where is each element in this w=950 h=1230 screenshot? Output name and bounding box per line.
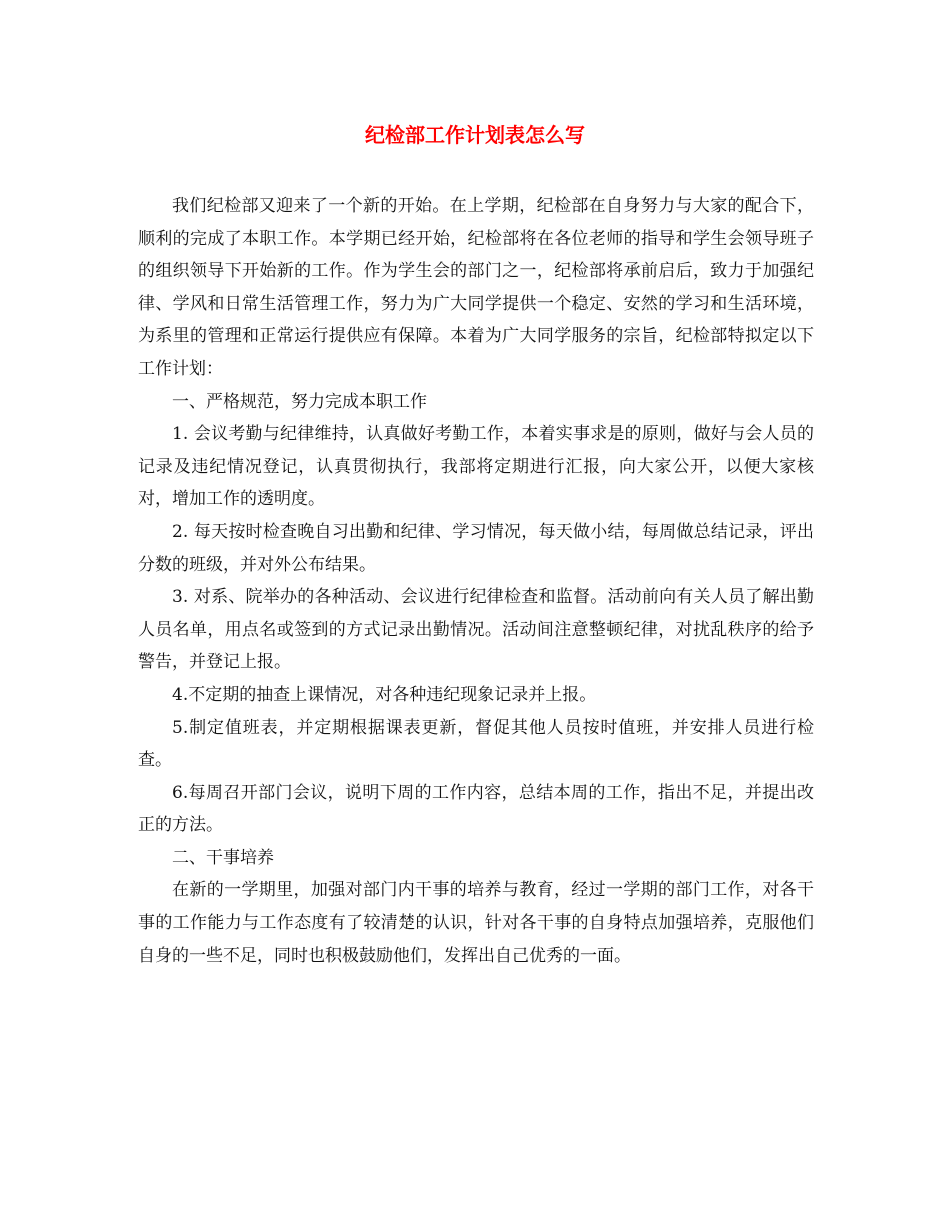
section-heading-1: 一、严格规范，努力完成本职工作 bbox=[172, 391, 427, 412]
list-item-5: 5.制定值班表，并定期根据课表更新，督促其他人员按时值班，并安排人员进行检查。 bbox=[138, 717, 814, 771]
section-heading-2: 二、干事培养 bbox=[172, 847, 274, 868]
paragraph-training: 在新的一学期里，加强对部门内干事的培养与教育，经过一学期的部门工作，对各干事的工作能力与工作态度有了较清楚的认识，针对各干事的自身特点加强培养，克服他们自身的一些不足，同时也积极鼓励他们，发挥出自己优秀的一面。 bbox=[138, 880, 814, 966]
list-item-3: 3. 对系、院举办的各种活动、会议进行纪律检查和监督。活动前向有关人员了解出勤人员名单，用点名或签到的方式记录出勤情况。活动间注意整顿纪律，对扰乱秩序的给予警告，并登记上报。 bbox=[138, 587, 814, 673]
document-title: 纪检部工作计划表怎么写 bbox=[365, 123, 585, 147]
list-item-1: 1. 会议考勤与纪律维持，认真做好考勤工作，本着实事求是的原则，做好与会人员的记录及违纪情况登记，认真贯彻执行，我部将定期进行汇报，向大家公开，以便大家核对，增加工作的透明度。 bbox=[138, 424, 814, 510]
document-body bbox=[138, 190, 814, 972]
list-item-2: 2. 每天按时检查晚自习出勤和纪律、学习情况，每天做小结，每周做总结记录，评出分数的班级，并对外公布结果。 bbox=[138, 521, 814, 575]
list-item-4: 4.不定期的抽查上课情况，对各种违纪现象记录并上报。 bbox=[172, 684, 597, 705]
paragraph-intro: 我们纪检部又迎来了一个新的开始。在上学期，纪检部在自身努力与大家的配合下，顺利的完成了本职工作。本学期已经开始，纪检部将在各位老师的指导和学生会领导班子的组织领导下开始新的工作。作为学生会的部门之一，纪检部将承前启后，致力于加强纪律、学风和日常生活管理工作，努力为广大同学提供一个稳定、安然的学习和生活环境，为系里的管理和正常运行提供应有保障。本着为广大同学服务的宗旨，纪检部特拟定以下工作计划： bbox=[138, 196, 814, 379]
list-item-6: 6.每周召开部门会议，说明下周的工作内容，总结本周的工作，指出不足，并提出改正的方法。 bbox=[138, 782, 814, 836]
